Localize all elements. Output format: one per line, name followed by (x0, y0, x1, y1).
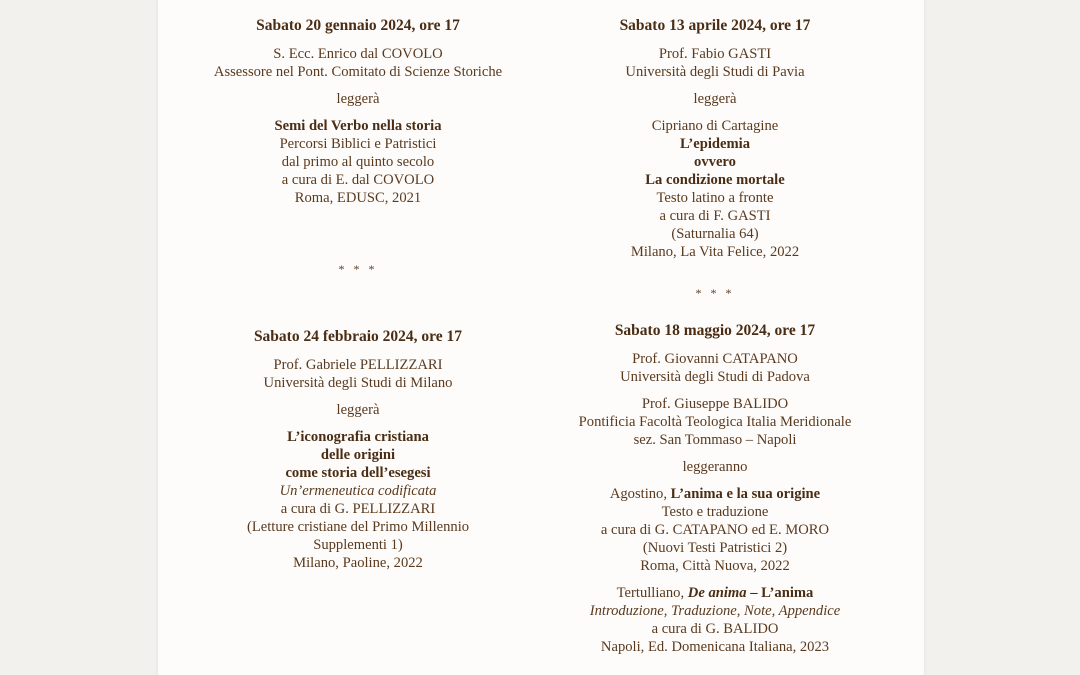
event-date: Sabato 20 gennaio 2024, ore 17 (256, 17, 460, 34)
book-title-latin: De anima (687, 585, 747, 601)
book-author: Tertulliano, (616, 585, 685, 601)
book-subtitle: Introduzione, Traduzione, Note, Appendice (589, 603, 841, 619)
book-title: L’anima e la sua origine (670, 486, 821, 502)
speaker-name: Prof. Giuseppe BALIDO (641, 396, 789, 412)
speaker-affiliation: sez. San Tommaso – Napoli (633, 432, 797, 448)
reading-verb: leggerà (693, 91, 737, 107)
speaker-affiliation: Università degli Studi di Pavia (625, 64, 805, 80)
book-detail: Roma, EDUSC, 2021 (294, 190, 422, 206)
book-author: Cipriano di Cartagine (651, 118, 779, 134)
book-detail: (Nuovi Testi Patristici 2) (642, 540, 788, 556)
left-column (198, 0, 518, 675)
event-may (555, 321, 875, 656)
book-detail: Milano, Paoline, 2022 (293, 555, 423, 571)
book-author-title (555, 584, 875, 602)
book-detail: a cura di E. dal COVOLO (281, 172, 435, 188)
reading-verb: leggerà (336, 402, 380, 418)
book-title: La condizione mortale (645, 172, 785, 188)
reading-verb: leggeranno (682, 459, 748, 475)
event-date: Sabato 13 aprile 2024, ore 17 (619, 17, 811, 34)
book-detail: (Saturnalia 64) (671, 226, 759, 242)
event-april (555, 16, 875, 261)
book-detail: Milano, La Vita Felice, 2022 (630, 244, 800, 260)
book-title: Semi del Verbo nella storia (274, 118, 442, 134)
book-subtitle: Un’ermeneutica codificata (279, 483, 437, 499)
book-detail: a cura di F. GASTI (659, 208, 771, 224)
separator: * * * (338, 262, 378, 276)
book-detail: dal primo al quinto secolo (281, 154, 435, 170)
book-detail: Percorsi Biblici e Patristici (279, 136, 437, 152)
book-title: L’iconografia cristiana (287, 429, 429, 445)
right-column (555, 0, 875, 675)
book-detail: Testo latino a fronte (656, 190, 774, 206)
book-detail: Napoli, Ed. Domenicana Italiana, 2023 (600, 639, 830, 655)
book-title: – L’anima (750, 585, 814, 601)
speaker-name: Prof. Gabriele PELLIZZARI (273, 357, 443, 373)
speaker-name: S. Ecc. Enrico dal COVOLO (273, 46, 443, 62)
book-title: L’epidemia (679, 136, 750, 152)
speaker-affiliation: Università degli Studi di Padova (620, 369, 810, 385)
book-title: delle origini (320, 447, 396, 463)
speaker-affiliation: Assessore nel Pont. Comitato di Scienze Storiche (213, 64, 503, 80)
separator: * * * (695, 286, 735, 300)
book-detail: a cura di G. CATAPANO ed E. MORO (600, 522, 830, 538)
book-detail: a cura di G. BALIDO (651, 621, 779, 637)
reading-verb: leggerà (336, 91, 380, 107)
event-date: Sabato 18 maggio 2024, ore 17 (614, 322, 816, 339)
book-author-title (555, 485, 875, 503)
book-title: come storia dell’esegesi (285, 465, 431, 481)
book-detail: Roma, Città Nuova, 2022 (640, 558, 790, 574)
book-title: ovvero (694, 154, 736, 170)
book-detail: Testo e traduzione (661, 504, 769, 520)
speaker-name: Prof. Fabio GASTI (658, 46, 772, 62)
speaker-affiliation: Università degli Studi di Milano (263, 375, 453, 391)
event-february (198, 327, 518, 572)
event-date: Sabato 24 febbraio 2024, ore 17 (253, 328, 463, 345)
speaker-affiliation: Pontificia Facoltà Teologica Italia Meridionale (578, 414, 852, 430)
book-detail: Supplementi 1) (313, 537, 403, 553)
book-author: Agostino, (609, 486, 668, 502)
speaker-name: Prof. Giovanni CATAPANO (632, 351, 798, 367)
book-detail: (Letture cristiane del Primo Millennio (246, 519, 470, 535)
book-detail: a cura di G. PELLIZZARI (280, 501, 436, 517)
event-january (198, 16, 518, 207)
